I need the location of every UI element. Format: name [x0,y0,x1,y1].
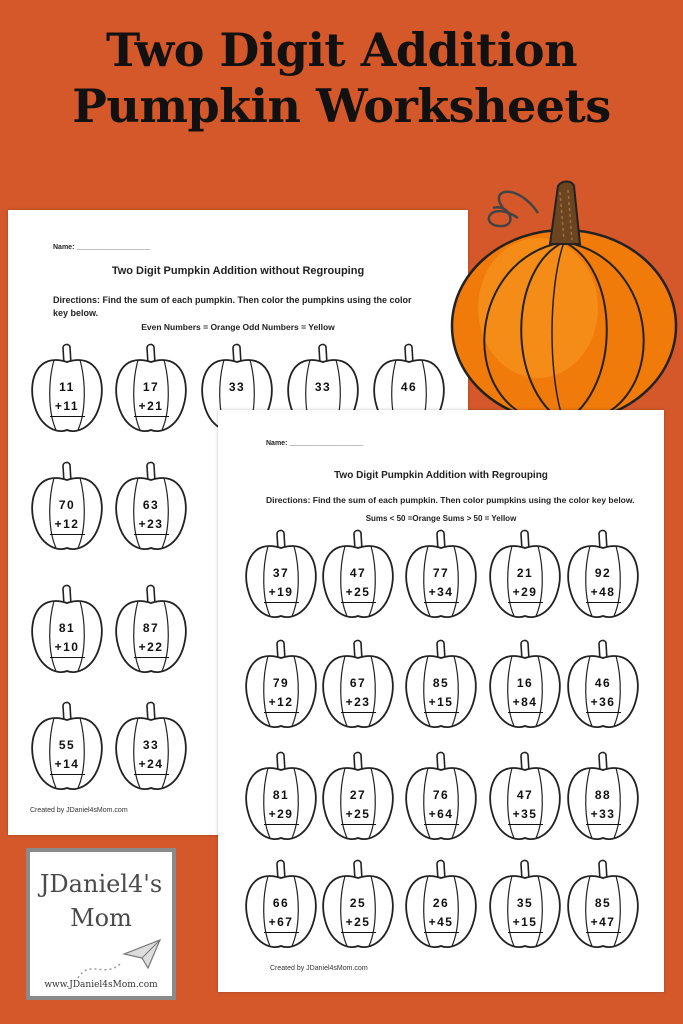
worksheet-credit: Created by JDaniel4sMom.com [30,807,128,814]
addend-bottom: +25 [345,585,371,599]
pumpkin-problem [30,342,104,434]
pumpkin-problem [321,638,395,730]
paper-plane-icon [122,938,162,970]
logo-line-2: Mom [70,904,132,932]
jdaniel4s-mom-logo [26,848,176,1000]
addend-top: 47 [516,788,534,802]
addend-top: 85 [432,676,450,690]
addend-top: 17 [142,380,160,394]
sum-line [134,534,169,535]
pumpkin-problem [566,638,640,730]
addend-top: 27 [349,788,367,802]
addend-top: 81 [272,788,290,802]
pumpkin-problem [114,342,188,434]
addend-bottom: +23 [138,517,164,531]
sum-line [134,774,169,775]
sum-line [508,932,543,933]
addend-bottom: +10 [54,640,80,654]
addend-top: 37 [272,566,290,580]
worksheet-credit: Created by JDaniel4sMom.com [270,965,368,972]
pumpkin-problem [114,700,188,792]
pumpkin-problem [566,750,640,842]
addend-bottom: +36 [590,695,616,709]
worksheet-title: Two Digit Pumpkin Addition without Regrouping [111,265,365,277]
pumpkin-problem [30,700,104,792]
pumpkin-problem [488,858,562,950]
pumpkin-problem [404,638,478,730]
addend-bottom: +84 [512,695,538,709]
sum-line [50,774,85,775]
addend-bottom: +12 [268,695,294,709]
sum-line [134,416,169,417]
addend-bottom: +25 [345,807,371,821]
pumpkin-problem [30,583,104,675]
logo-url: www.JDaniel4sMom.com [44,980,158,990]
addend-bottom: +48 [590,585,616,599]
addend-top: 46 [594,676,612,690]
color-key: Even Numbers = Orange Odd Numbers = Yellow [141,322,335,332]
addend-top: 16 [516,676,534,690]
addend-top: 26 [432,896,450,910]
addend-top: 33 [314,380,332,394]
pumpkin-problem [321,750,395,842]
sum-line [424,932,459,933]
addend-top: 35 [516,896,534,910]
addend-top: 79 [272,676,290,690]
addend-bottom: +14 [54,757,80,771]
sum-line [264,824,299,825]
addend-bottom: +29 [512,585,538,599]
addend-bottom: +19 [268,585,294,599]
pumpkin-problem [244,528,318,620]
addend-top: 33 [228,380,246,394]
addend-top: 88 [594,788,612,802]
addend-bottom: +29 [268,807,294,821]
sum-line [264,932,299,933]
title-line-2: Pumpkin Worksheets [72,79,611,133]
addend-top: 77 [432,566,450,580]
sum-line [341,712,376,713]
sum-line [424,824,459,825]
pumpkin-problem [566,858,640,950]
sum-line [50,534,85,535]
sum-line [508,824,543,825]
pumpkin-problem [30,460,104,552]
pumpkin-problem [566,528,640,620]
addend-bottom: +67 [268,915,294,929]
addend-top: 70 [58,498,76,512]
addend-top: 67 [349,676,367,690]
logo-line-1: JDaniel4's [39,870,163,898]
addend-bottom: +24 [138,757,164,771]
sum-line [341,824,376,825]
pumpkin-problem [488,638,562,730]
addend-bottom: +25 [345,915,371,929]
pumpkin-problem [404,528,478,620]
addend-top: 92 [594,566,612,580]
addend-bottom: +11 [54,399,80,413]
sum-line [264,602,299,603]
addend-top: 87 [142,621,160,635]
addend-top: 63 [142,498,160,512]
addend-bottom: +15 [428,695,454,709]
addend-top: 25 [349,896,367,910]
sum-line [586,824,621,825]
addend-top: 11 [59,380,75,394]
addend-bottom: +22 [138,640,164,654]
pumpkin-problem [244,858,318,950]
sum-line [586,712,621,713]
pumpkin-problem [114,460,188,552]
sum-line [50,416,85,417]
addend-bottom: +47 [590,915,616,929]
pumpkin-problem [114,583,188,675]
addend-top: 85 [594,896,612,910]
addend-bottom: +35 [512,807,538,821]
pumpkin-problem [244,750,318,842]
pumpkin-problem [321,858,395,950]
sum-line [264,712,299,713]
addend-top: 33 [142,738,160,752]
addend-bottom: +23 [345,695,371,709]
addend-top: 46 [400,380,418,394]
title-line-1: Two Digit Addition [105,23,578,77]
sum-line [424,712,459,713]
name-field-label: Name: ___________________ [53,244,151,251]
pumpkin-problem [404,750,478,842]
addend-top: 47 [349,566,367,580]
addend-bottom: +21 [138,399,164,413]
pumpkin-problem [321,528,395,620]
addend-top: 81 [58,621,76,635]
sum-line [341,932,376,933]
sum-line [134,657,169,658]
color-key: Sums < 50 =Orange Sums > 50 = Yellow [365,514,517,523]
addend-top: 66 [272,896,290,910]
addend-bottom: +45 [428,915,454,929]
worksheet-title: Two Digit Pumpkin Addition with Regrouping [334,470,548,481]
pumpkin-problem [488,750,562,842]
sum-line [508,712,543,713]
addend-bottom: +33 [590,807,616,821]
sum-line [508,602,543,603]
sum-line [586,602,621,603]
pumpkin-problem [488,528,562,620]
pumpkin-illustration-icon [448,178,680,426]
addend-bottom: +12 [54,517,80,531]
worksheet-directions: Directions: Find the sum of each pumpkin. Then color pumpkins using the color key below. [266,495,635,505]
page-title [0,22,683,134]
name-field-label: Name: ___________________ [266,440,364,447]
addend-top: 21 [516,566,534,580]
addend-top: 55 [58,738,76,752]
pumpkin-problem [244,638,318,730]
addend-bottom: +64 [428,807,454,821]
addend-bottom: +15 [512,915,538,929]
sum-line [424,602,459,603]
sum-line [341,602,376,603]
worksheet-directions: Directions: Find the sum of each pumpkin. Then color the pumpkins using the color key below. [53,295,412,319]
flight-trail-icon [76,952,126,982]
sum-line [586,932,621,933]
worksheet-with-regrouping [218,410,664,992]
addend-bottom: +34 [428,585,454,599]
addend-top: 76 [432,788,450,802]
pumpkin-problem [404,858,478,950]
sum-line [50,657,85,658]
